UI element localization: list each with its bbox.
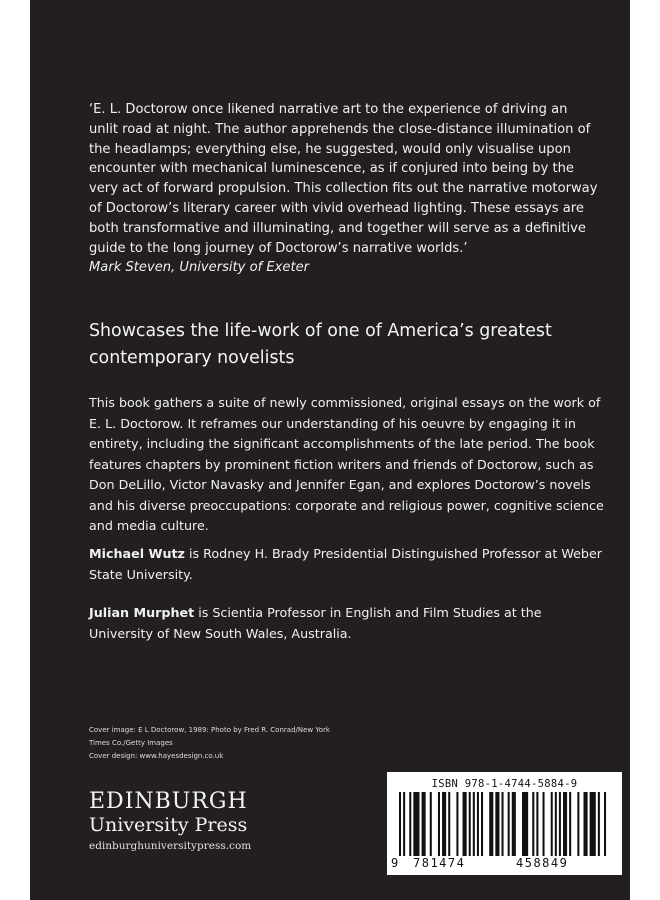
credit-line: Times Co./Getty Images	[89, 739, 173, 747]
barcode-bar	[551, 792, 553, 856]
editor-bio	[89, 544, 609, 585]
barcode-digit-group: 458849	[516, 856, 569, 870]
barcode-bar	[522, 792, 528, 856]
barcode-bar	[399, 792, 401, 856]
barcode-bar	[508, 792, 510, 856]
barcode-bar	[559, 792, 561, 856]
barcode-bar	[489, 792, 493, 856]
barcode-bar	[477, 792, 479, 856]
barcode-bar	[481, 792, 483, 856]
editor-name: Julian Murphet	[89, 605, 195, 620]
publisher-logo-line2: University Press	[89, 814, 248, 836]
barcode-bar	[536, 792, 538, 856]
barcode-bar	[543, 792, 545, 856]
editor-bio-text: is Scientia Professor in English and Film Studies at the University of New South Wales, Australia.	[89, 605, 542, 641]
book-description: This book gathers a suite of newly commissioned, original essays on the work of E. L. Doctorow. It reframes our understanding of his oeuvre by engaging it in entirety, including the significant accomplishments of the late period. The book features chapters by prominent fiction writers and friends of Doctorow, such as Don DeLillo, Victor Navasky and Jennifer Egan, and explores Doctorow’s novels and his diverse preoccupations: corporate and religious power, cognitive science and media culture.	[89, 395, 604, 533]
back-cover	[30, 0, 630, 900]
barcode-bar	[442, 792, 446, 856]
barcode-bar	[409, 792, 411, 856]
editor-bio-text: is Rodney H. Brady Presidential Distinguished Professor at Weber State University.	[89, 546, 603, 582]
barcode-digit-first: 9	[391, 856, 399, 870]
quote-text: ‘E. L. Doctorow once likened narrative art to the experience of driving an unlit road at night. The author apprehends the close-distance illumination of the headlamps; everything else, he suggested, would only visualise upon encounter with mechanical luminescence, as if conjured into being by the very act of forward propulsion. This collection fits out the narrative motorway of Doctorow’s literary career with vivid overhead lighting. These essays are both transformative and illuminating, and together will serve as a definitive guide to the long journey of Doctorow’s narrative worlds.’	[89, 102, 598, 256]
barcode-bar	[430, 792, 432, 856]
barcode-bar	[469, 792, 471, 856]
barcode-bar	[473, 792, 475, 856]
barcode-bar	[456, 792, 458, 856]
quote-attribution: Mark Steven, University of Exeter	[89, 260, 310, 276]
credit-line: Cover design: www.hayesdesign.co.uk	[89, 752, 224, 760]
isbn-barcode	[387, 772, 622, 875]
barcode-bar	[604, 792, 606, 856]
credit-line: Cover image: E L Doctorow, 1989: Photo by Fred R. Conrad/New York	[89, 726, 330, 734]
barcode-digit-group: 781474	[413, 856, 466, 870]
isbn-label: ISBN 978-1-4744-5884-9	[431, 778, 578, 790]
barcode-bar	[590, 792, 596, 856]
barcode-bar	[422, 792, 426, 856]
publisher-logo-line1: EDINBURGH	[89, 789, 248, 814]
publisher-url: edinburghuniversitypress.com	[89, 840, 252, 852]
editor-bio	[89, 603, 609, 644]
barcode-bar	[512, 792, 516, 856]
editor-name: Michael Wutz	[89, 546, 185, 561]
publisher-logo	[89, 790, 248, 836]
barcode-bar	[448, 792, 450, 856]
barcode-bar	[584, 792, 588, 856]
cover-credits	[89, 724, 419, 763]
barcode-bar	[569, 792, 571, 856]
barcode-bar	[495, 792, 499, 856]
barcode-bar	[577, 792, 579, 856]
barcode-bar	[438, 792, 440, 856]
barcode-bar	[563, 792, 567, 856]
barcode-bar	[403, 792, 405, 856]
barcode-bar	[502, 792, 504, 856]
endorsement-quote	[89, 100, 599, 278]
barcode-bar	[413, 792, 419, 856]
barcode-bar	[463, 792, 467, 856]
barcode-bars	[399, 792, 610, 856]
barcode-bar	[598, 792, 600, 856]
barcode-bar	[532, 792, 534, 856]
cover-headline: Showcases the life-work of one of America’s greatest contemporary novelists	[89, 321, 552, 368]
barcode-bar	[555, 792, 557, 856]
